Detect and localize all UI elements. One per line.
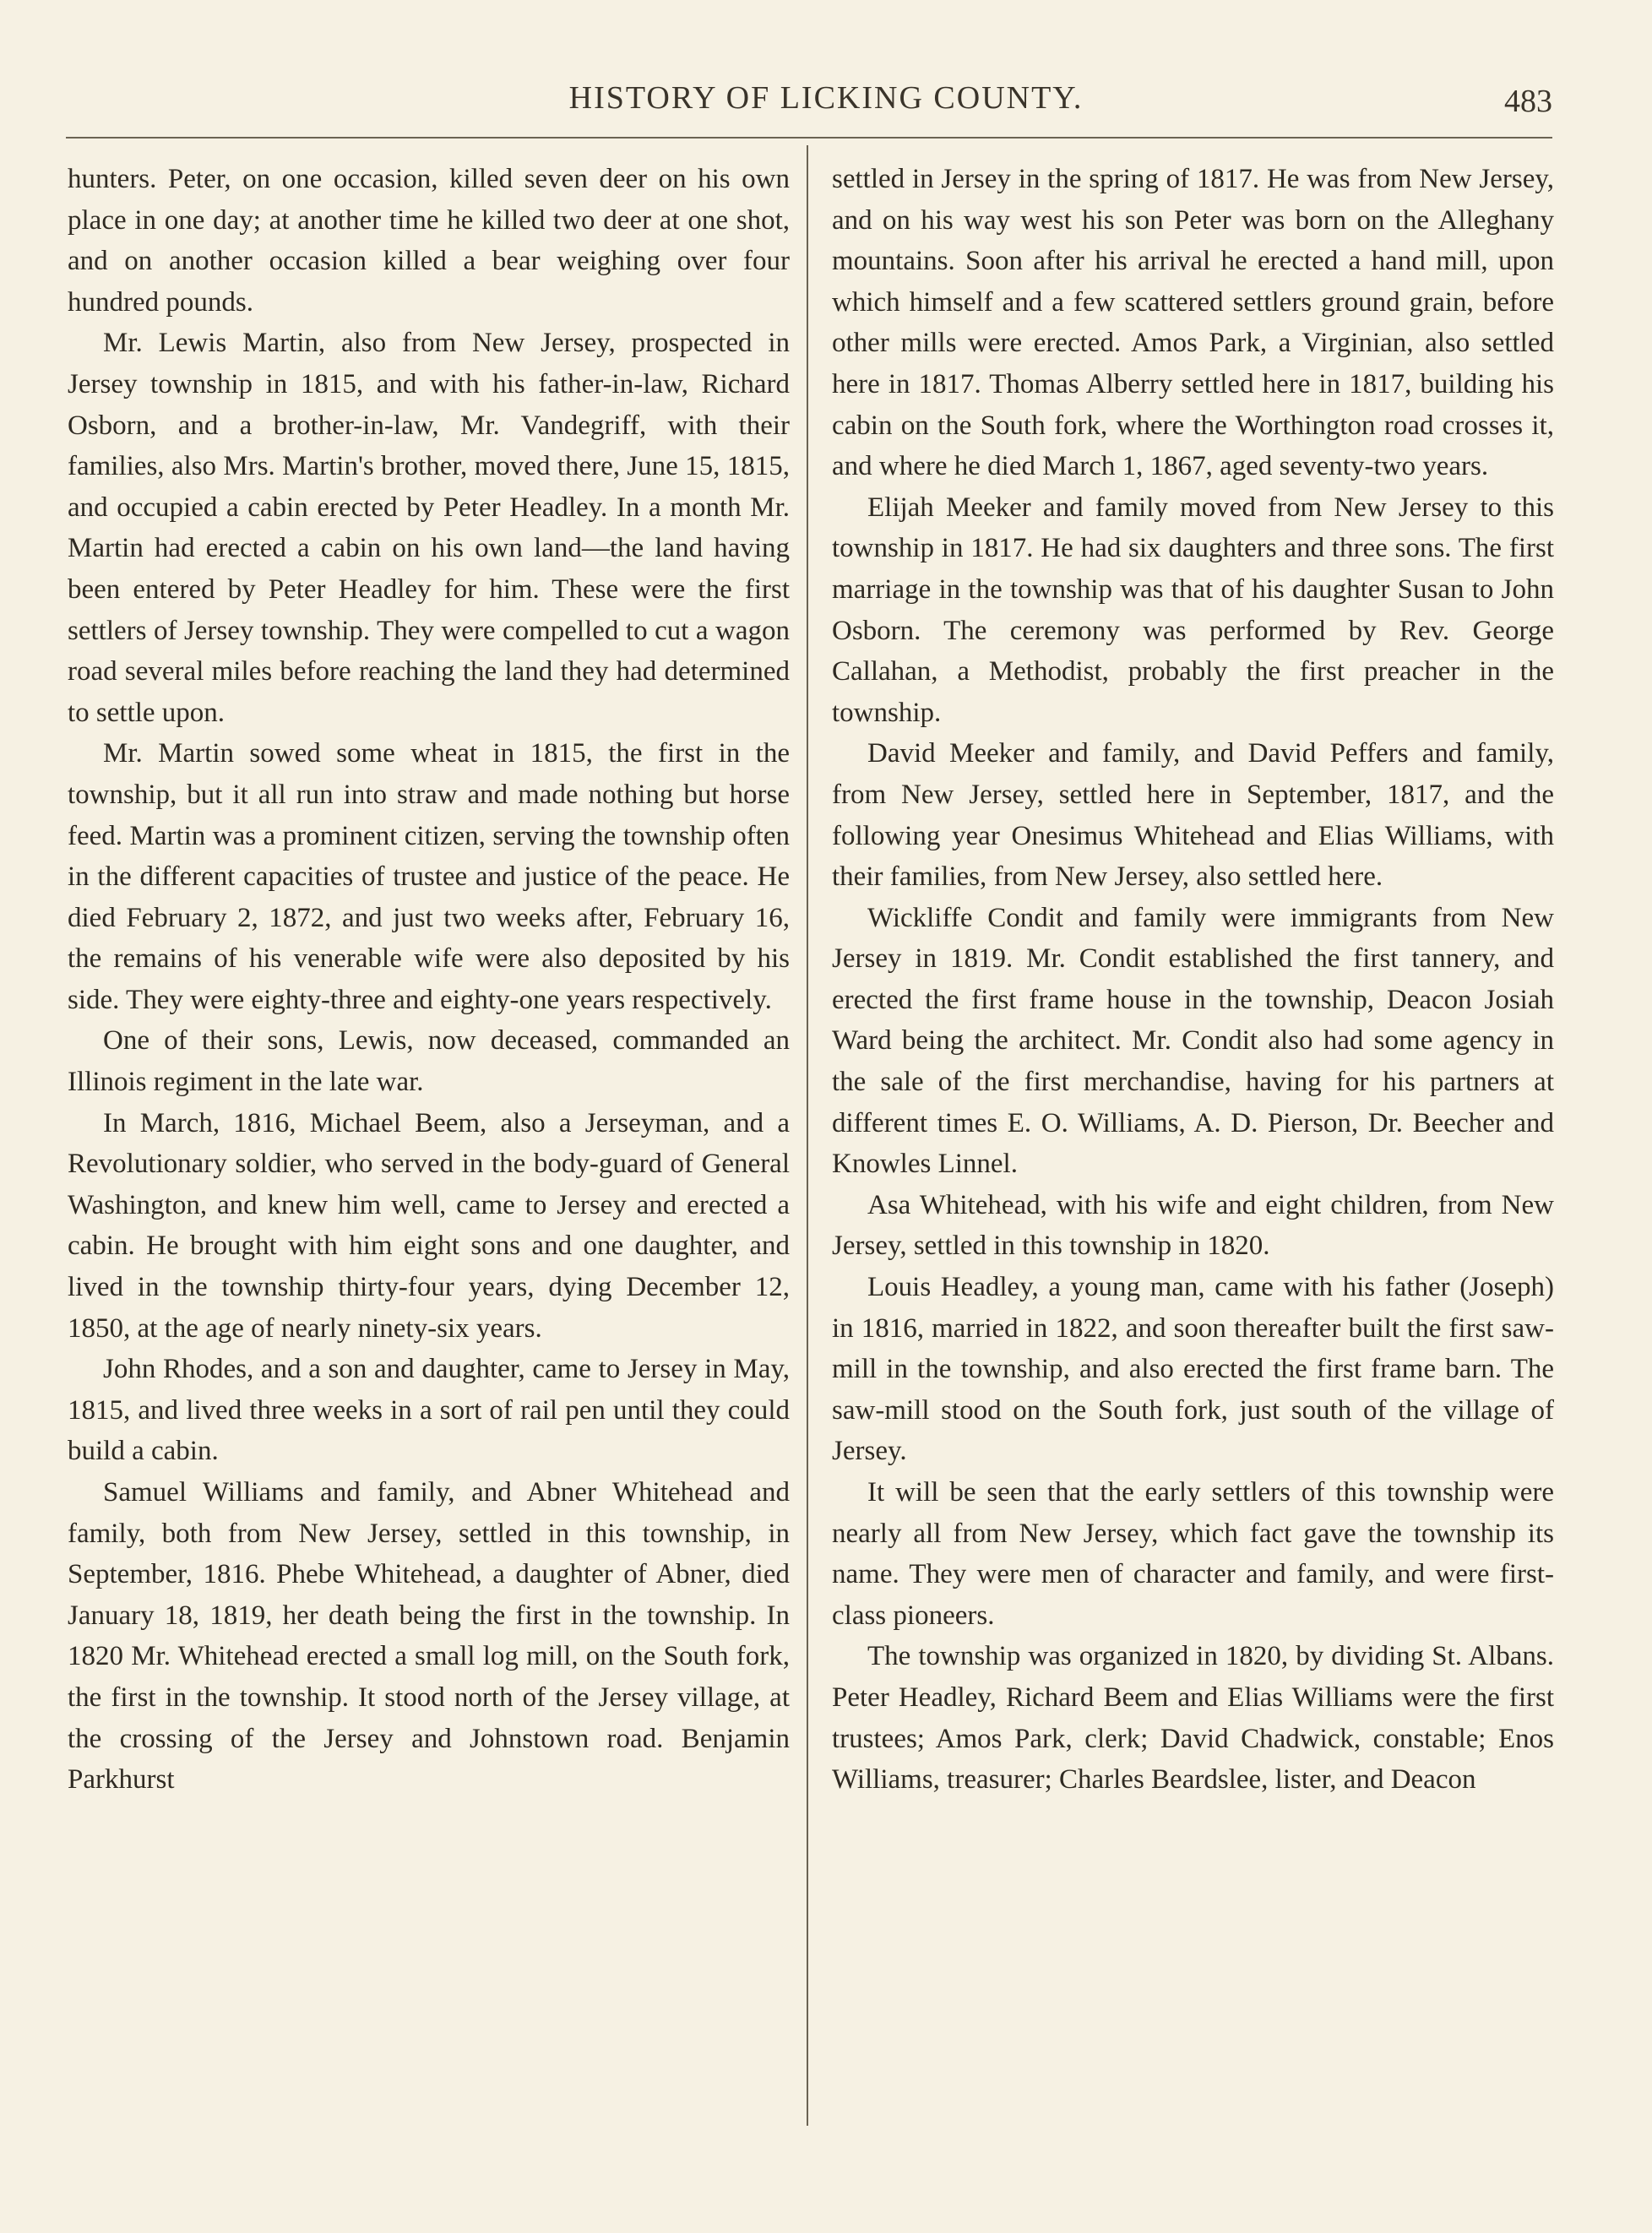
paragraph: David Meeker and family, and David Peffers and family, from New Jersey, settled here in September, 1817, and the following year Onesimus Whitehead and Elias Williams, with their families, from New Jersey, also settled here. (832, 738, 1554, 893)
paragraph: Wickliffe Condit and family were immigrants from New Jersey in 1819. Mr. Condit established the first tannery, and erected the first frame house in the township, Deacon Josiah Ward being the architect. Mr. Condit also had some agency in the sale of the first merchandise, having for his partners at different times E. O. Williams, A. D. Pierson, Dr. Beecher and Knowles Linnel. (832, 902, 1554, 1180)
paragraph: Samuel Williams and family, and Abner Whitehead and family, both from New Jersey, settled in this township, in September, 1816. Phebe Whitehead, a daughter of Abner, died January 18, 1819, her death being the first in the township. In 1820 Mr. Whitehead erected a small log mill, on the South fork, the first in the township. It stood north of the Jersey village, at the crossing of the Jersey and Johnstown road. Benjamin Parkhurst (68, 1477, 790, 1796)
paragraph: Elijah Meeker and family moved from New Jersey to this township in 1817. He had six daughters and three sons. The first marriage in the township was that of his daughter Susan to John Osborn. The ceremony was performed by Rev. George Callahan, a Methodist, probably the first preacher in the township. (832, 492, 1554, 728)
paragraph: settled in Jersey in the spring of 1817. He was from New Jersey, and on his way west his son Peter was born on the Alleghany mountains. Soon after his arrival he erected a hand mill, upon which himself and a few scattered settlers ground grain, before other mills were erected. Amos Park, a Virginian, also settled here in 1817. Thomas Alberry settled here in 1817, building his cabin on the South fork, where the Worthington road crosses it, and where he died March 1, 1867, aged seventy-two years. (832, 164, 1554, 482)
paragraph: hunters. Peter, on one occasion, killed seven deer on his own place in one day; at another time he killed two deer at one shot, and on another occasion killed a bear weighing over four hundred pounds. (68, 164, 790, 318)
column-divider (807, 145, 808, 2126)
paragraph: One of their sons, Lewis, now deceased, commanded an Illinois regiment in the late war. (68, 1025, 790, 1098)
paragraph: It will be seen that the early settlers of this township were nearly all from New Jersey, which fact gave the township its name. They were men of character and family, and were first-class pioneers. (832, 1477, 1554, 1631)
paragraph: Mr. Martin sowed some wheat in 1815, the first in the township, but it all run into straw and made nothing but horse feed. Martin was a prominent citizen, serving the township often in the different capacities of trustee and justice of the peace. He died February 2, 1872, and just two weeks after, February 16, the remains of his venerable wife were also deposited by his side. They were eighty-three and eighty-one years respectively. (68, 738, 790, 1015)
paragraph: The township was organized in 1820, by dividing St. Albans. Peter Headley, Richard Beem and Elias Williams were the first trustees; Amos Park, clerk; David Chadwick, constable; Enos Williams, treasurer; Charles Beardslee, lister, and Deacon (832, 1641, 1554, 1796)
running-title: HISTORY OF LICKING COUNTY. (568, 80, 1084, 116)
left-column (68, 159, 790, 1801)
header-rule (66, 137, 1552, 139)
paragraph: John Rhodes, and a son and daughter, came to Jersey in May, 1815, and lived three weeks in a sort of rail pen until they could build a cabin. (68, 1354, 790, 1467)
paragraph: Mr. Lewis Martin, also from New Jersey, prospected in Jersey township in 1815, and with his father-in-law, Richard Osborn, and a brother-in-law, Mr. Vandegriff, with their families, also Mrs. Martin's brother, moved there, June 15, 1815, and occupied a cabin erected by Peter Headley. In a month Mr. Martin had erected a cabin on his own land—the land having been entered by Peter Headley for him. These were the first settlers of Jersey township. They were compelled to cut a wagon road several miles before reaching the land they had determined to settle upon. (68, 328, 790, 728)
page-number: 483 (1504, 84, 1552, 119)
paragraph: In March, 1816, Michael Beem, also a Jerseyman, and a Revolutionary soldier, who served in the body-guard of General Washington, and knew him well, came to Jersey and erected a cabin. He brought with him eight sons and one daughter, and lived in the township thirty-four years, dying December 12, 1850, at the age of nearly ninety-six years. (68, 1107, 790, 1344)
paragraph: Louis Headley, a young man, came with his father (Joseph) in 1816, married in 1822, and soon thereafter built the first saw-mill in the township, and also erected the first frame barn. The saw-mill stood on the South fork, just south of the village of Jersey. (832, 1272, 1554, 1467)
paragraph: Asa Whitehead, with his wife and eight children, from New Jersey, settled in this township in 1820. (832, 1189, 1554, 1262)
right-column (832, 159, 1554, 1801)
running-head (0, 74, 1652, 125)
